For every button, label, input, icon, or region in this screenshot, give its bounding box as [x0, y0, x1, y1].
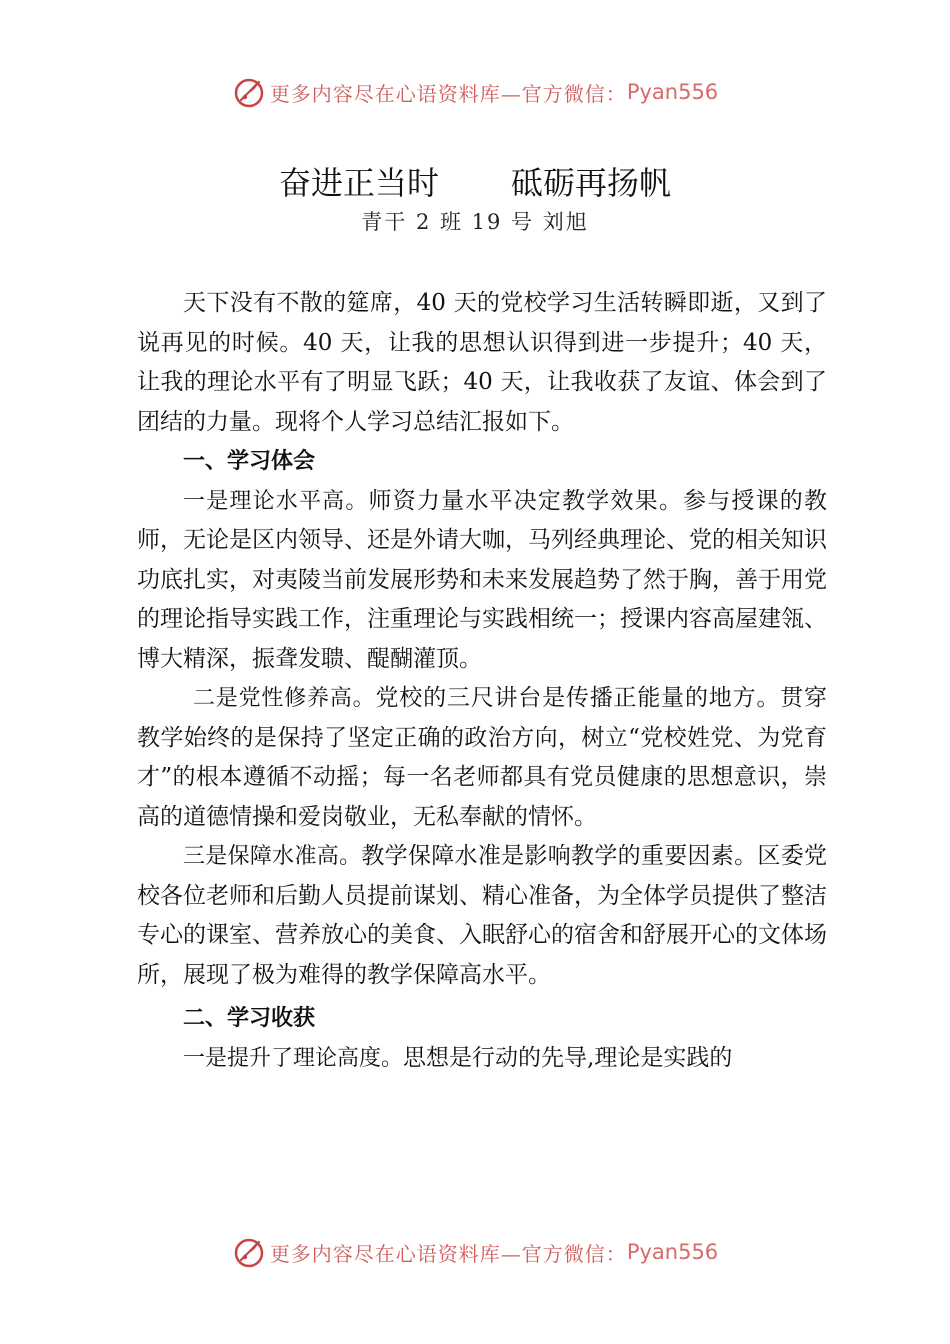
section-heading-2: 二、学习收获 — [183, 1006, 316, 1031]
intro-paragraph: 天下没有不散的筵席，40 天的党校学习生活转瞬即逝，又到了说再见的时候。40 天，让我的思想认识得到进一步提升；40 天，让我的理论水平有了明显飞跃；40 天，让我收获了友谊、体会到了团结的力量。现将个人学习总结汇报如下。 — [137, 290, 827, 435]
paragraph-text: 思想是行动的先导,理论是实践的 — [403, 1044, 733, 1071]
body-paragraph — [137, 837, 827, 995]
paragraph-text: 教学保障水准是影响教学的重要因素。区委党校各位老师和后勤人员提前谋划、精心准备，为全体学员提供了整洁专心的课室、营养放心的美食、入眠舒心的宿舍和舒展开心的文体场所，展现了极为难得的教学保障高水平。 — [137, 843, 827, 988]
watermark-banner-bottom — [0, 1232, 950, 1272]
watermark-text: 更多内容尽在心语资料库—官方微信： — [269, 1241, 627, 1266]
title-part-1: 奋进正当时 — [278, 164, 439, 202]
body-paragraph — [137, 1039, 827, 1079]
quill-seal-icon — [232, 1235, 266, 1269]
watermark-wechat-id: Pyan556 — [626, 80, 719, 104]
watermark-wechat-id: Pyan556 — [626, 1240, 719, 1264]
paragraph-lead: 三是保障水准高。 — [183, 844, 362, 869]
paragraph-text: 党校的三尺讲台是传播正能量的地方。贯穿教学始终的是保持了坚定正确的政治方向，树立“党校姓党、为党育才”的根本遵循不动摇；每一名老师都具有党员健康的思想意识，崇高的道德情操和爱岗敬业，无私奉献的情怀。 — [137, 685, 827, 830]
paragraph-text: 师资力量水平决定教学效果。参与授课的教师，无论是区内领导、还是外请大咖，马列经典理论、党的相关知识功底扎实，对夷陵当前发展形势和未来发展趋势了然于胸，善于用党的理论指导实践工作，注重理论与实践相统一；授课内容高屋建瓴、博大精深，振聋发聩、醍醐灌顶。 — [137, 487, 827, 672]
section-heading-1: 一、学习体会 — [183, 449, 316, 474]
paragraph-lead: 一是提升了理论高度。 — [183, 1045, 404, 1071]
paragraph-lead: 二是党性修养高。 — [193, 686, 376, 711]
title-part-2: 砥砺再扬帆 — [511, 164, 672, 202]
page-title — [0, 158, 950, 204]
watermark-text: 更多内容尽在心语资料库—官方微信： — [269, 81, 627, 106]
body-paragraph — [137, 482, 827, 680]
document-body — [137, 284, 827, 1078]
watermark-banner-top — [0, 72, 950, 112]
quill-seal-icon — [232, 75, 266, 109]
body-paragraph — [137, 679, 827, 837]
author-line: 青干 2 班 19 号 刘旭 — [361, 210, 589, 234]
paragraph-lead: 一是理论水平高。 — [183, 488, 369, 514]
